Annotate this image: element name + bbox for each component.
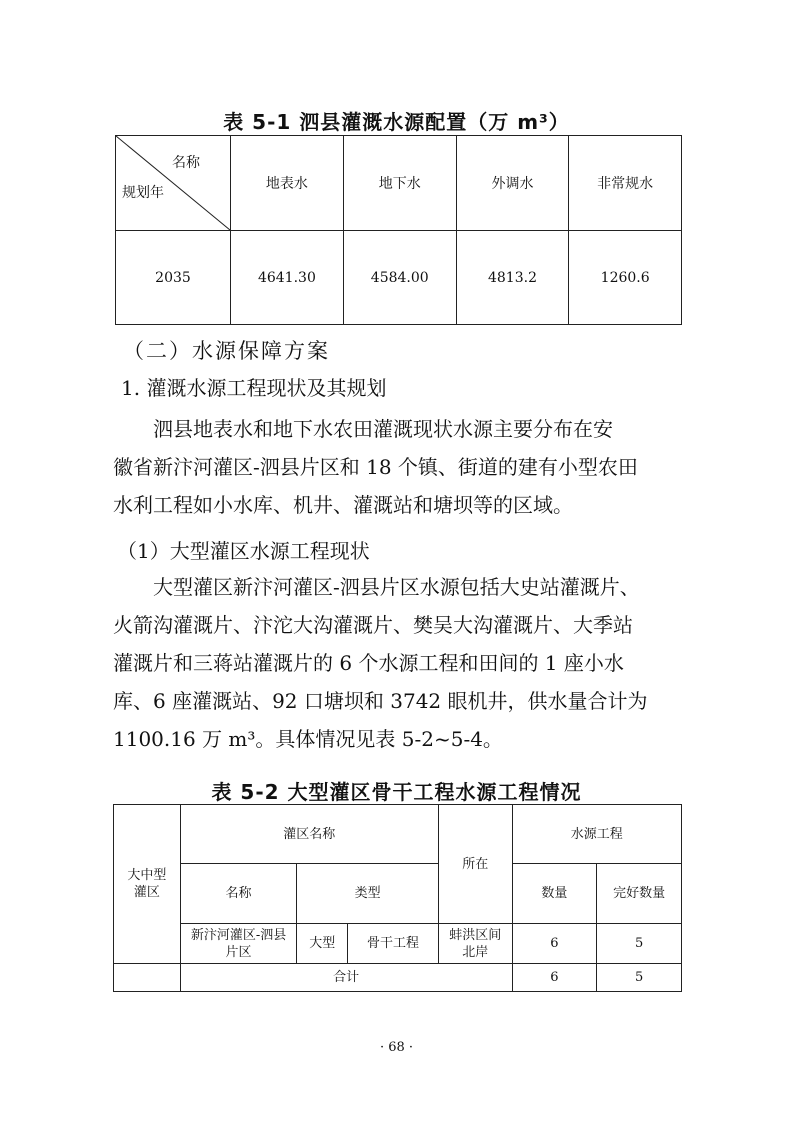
table-2-col-type: 类型 [297, 864, 438, 924]
section-heading: （二）水源保障方案 [123, 339, 330, 363]
table-2-total-count: 6 [512, 964, 597, 992]
paragraph-1-line: 泗县地表水和地下水农田灌溉现状水源主要分布在安 [113, 417, 613, 441]
paragraph-2-line: 大型灌区新汴河灌区-泗县片区水源包括大史站灌溉片、 [113, 575, 640, 599]
table-2-cell-name: 新汴河灌区-泗县 片区 [180, 924, 297, 964]
table-2-caption: 表 5-2 大型灌区骨干工程水源工程情况 [211, 780, 582, 804]
table-1 [115, 135, 682, 325]
table-2-cell-count: 6 [512, 924, 597, 964]
subheading-2: （1）大型灌区水源工程现状 [117, 539, 370, 563]
paragraph-1 [113, 410, 685, 524]
table-2-col-source-project: 水源工程 [512, 805, 681, 864]
table-1-cell: 4813.2 [456, 231, 569, 325]
table-2-total-intact: 5 [597, 964, 682, 992]
table-2-col-name: 名称 [180, 864, 297, 924]
corner-label-name: 名称 [172, 155, 200, 171]
table-2-col-intact-count: 完好数量 [597, 864, 682, 924]
paragraph-2-line: 火箭沟灌溉片、汴沱大沟灌溉片、樊吴大沟灌溉片、大季站 [113, 613, 633, 637]
table-1-cell: 4584.00 [343, 231, 456, 325]
table-2-cell-type-a: 大型 [297, 924, 348, 964]
table-2-cell-location: 蚌洪区间 北岸 [438, 924, 512, 964]
table-1-header: 非常规水 [569, 136, 682, 231]
table-2-col-count: 数量 [512, 864, 597, 924]
table-1-cell: 1260.6 [569, 231, 682, 325]
table-2-col-district-name: 灌区名称 [180, 805, 438, 864]
table-1-header: 外调水 [456, 136, 569, 231]
table-2 [113, 804, 682, 992]
table-1-corner-cell [116, 136, 231, 231]
table-2-total-blank [114, 964, 181, 992]
table-row [116, 231, 682, 325]
subheading-1: 1. 灌溉水源工程现状及其规划 [121, 376, 387, 400]
paragraph-2-line: 库、6 座灌溉站、92 口塘坝和 3742 眼机井，供水量合计为 [113, 689, 648, 713]
paragraph-1-line: 水利工程如小水库、机井、灌溉站和塘坝等的区域。 [113, 493, 573, 517]
table-2-cell-type-b: 骨干工程 [348, 924, 439, 964]
table-1-header: 地表水 [231, 136, 344, 231]
paragraph-2 [113, 568, 685, 758]
table-2-cell-intact: 5 [597, 924, 682, 964]
table-row [114, 924, 682, 964]
table-2-col-area: 大中型 灌区 [114, 805, 181, 964]
table-row [114, 964, 682, 992]
table-2-total-label: 合计 [180, 964, 512, 992]
page-number: · 68 · [379, 1040, 414, 1055]
table-2-col-location: 所在 [438, 805, 512, 924]
table-1-caption: 表 5-1 泗县灌溉水源配置（万 m³） [223, 110, 570, 134]
paragraph-1-line: 徽省新汴河灌区-泗县片区和 18 个镇、街道的建有小型农田 [113, 455, 638, 479]
corner-label-year: 规划年 [122, 185, 164, 201]
paragraph-2-line: 1100.16 万 m³。具体情况见表 5-2~5-4。 [113, 727, 503, 751]
table-1-cell: 4641.30 [231, 231, 344, 325]
table-1-header: 地下水 [343, 136, 456, 231]
table-1-cell: 2035 [116, 231, 231, 325]
paragraph-2-line: 灌溉片和三蒋站灌溉片的 6 个水源工程和田间的 1 座小水 [113, 651, 624, 675]
